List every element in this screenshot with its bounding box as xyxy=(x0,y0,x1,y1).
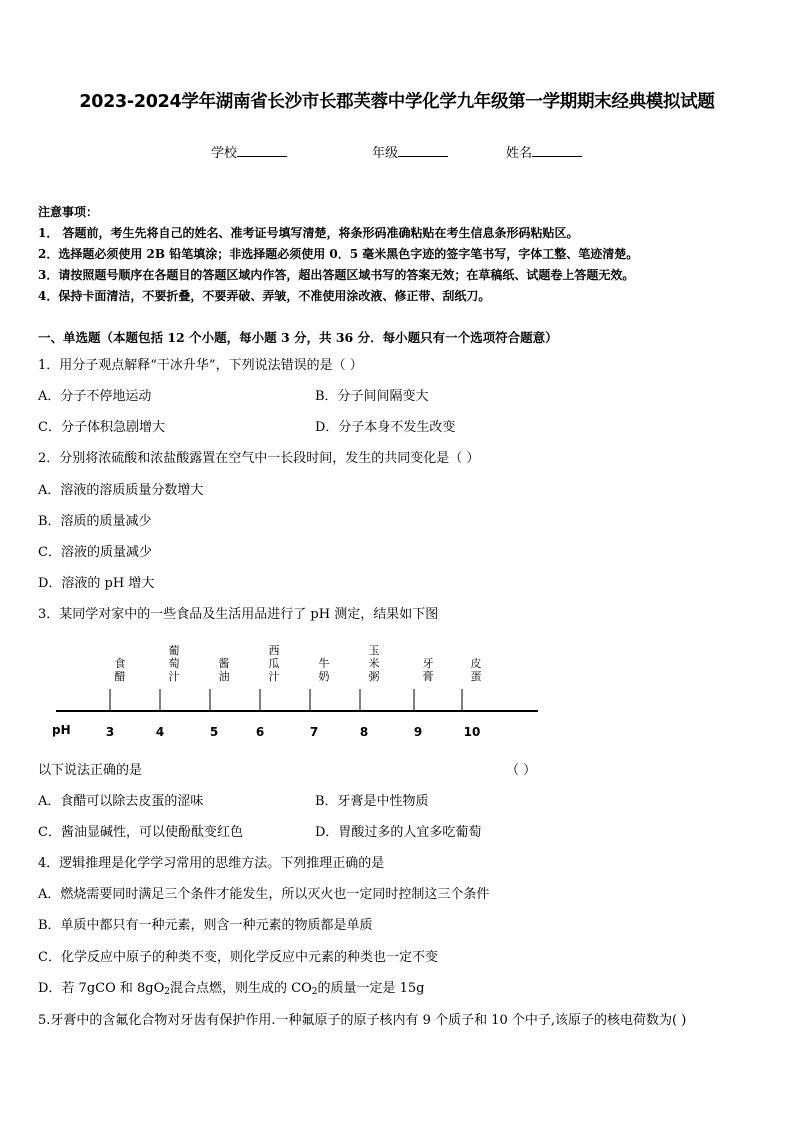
ph-tick-label: 6 xyxy=(255,725,265,739)
school-field xyxy=(211,142,287,161)
name-blank[interactable] xyxy=(532,144,582,157)
ph-item-label: 粥 xyxy=(368,670,380,683)
ph-tick-label: 9 xyxy=(413,725,423,739)
note-item: 2．选择题必须使用 2B 铅笔填涂；非选择题必须使用 0．5 毫米黑色字迹的签字笔书写，字体工整、笔迹清楚。 xyxy=(38,247,639,261)
q4-stem: 4．逻辑推理是化学学习常用的思维方法。下列推理正确的是 xyxy=(38,856,385,871)
q4-d-text: 混合点燃，则生成的 CO xyxy=(170,981,312,996)
q1-option-b: B．分子间间隔变大 xyxy=(315,389,429,404)
name-field xyxy=(506,142,582,161)
ph-item-label: 西 xyxy=(268,644,280,657)
ph-item-label: 蛋 xyxy=(470,670,482,683)
section-heading: 一、单选题（本题包括 12 个小题，每小题 3 分，共 36 分．每小题只有一个选项符合题意） xyxy=(38,330,558,345)
ph-item-label: 玉 xyxy=(368,644,380,657)
ph-tick-labels xyxy=(106,725,481,739)
ph-ticks xyxy=(110,689,462,711)
ph-item-label: 米 xyxy=(368,657,380,670)
q3-option-a: A．食醋可以除去皮蛋的涩味 xyxy=(38,794,204,809)
school-blank[interactable] xyxy=(237,144,287,157)
ph-item-label: 醋 xyxy=(114,670,126,683)
q2-option-d: D．溶液的 pH 增大 xyxy=(38,576,155,591)
q2-option-a: A．溶液的溶质质量分数增大 xyxy=(38,483,204,498)
q2-option-c: C．溶液的质量减少 xyxy=(38,545,152,560)
school-label: 学校 xyxy=(211,146,238,161)
ph-item-labels xyxy=(115,643,482,683)
ph-item-label: 汁 xyxy=(168,670,180,683)
q4-option-a: A．燃烧需要同时满足三个条件才能发生，所以灭火也一定同时控制这三个条件 xyxy=(38,887,490,902)
grade-label: 年级 xyxy=(372,146,399,161)
q2-option-b: B．溶质的质量减少 xyxy=(38,514,152,529)
q4-option-b: B．单质中都只有一种元素，则含一种元素的物质都是单质 xyxy=(38,918,373,933)
q3-stem: 3．某同学对家中的一些食品及生活用品进行了 pH 测定，结果如下图 xyxy=(38,607,439,622)
q4-option-c: C．化学反应中原子的种类不变，则化学反应中元素的种类也一定不变 xyxy=(38,950,438,965)
ph-tick-label: 5 xyxy=(209,725,219,739)
q1-option-a: A．分子不停地运动 xyxy=(38,389,152,404)
exam-title: 2023-2024学年湖南省长沙市长郡芙蓉中学化学九年级第一学期期末经典模拟试题 xyxy=(79,92,715,112)
ph-tick-label: 3 xyxy=(105,725,115,739)
q1-stem: 1．用分子观点解释“干冰升华”，下列说法错误的是（ ） xyxy=(38,358,363,373)
ph-item-label: 膏 xyxy=(422,670,434,683)
grade-field xyxy=(372,142,448,161)
q4-d-subscript: 2 xyxy=(311,987,318,997)
note-item: 1． 答题前，考生先将自己的姓名、准考证号填写清楚，将条形码准确粘贴在考生信息条形码粘贴区。 xyxy=(38,226,579,240)
q2-stem: 2．分别将浓硫酸和浓盐酸露置在空气中一长段时间，发生的共同变化是（ ） xyxy=(38,451,480,466)
q3-answer-paren: （ ） xyxy=(506,763,537,778)
notes-heading: 注意事项： xyxy=(38,205,99,219)
ph-item-label: 牙 xyxy=(422,657,434,670)
q3-option-d: D．胃酸过多的人宜多吃葡萄 xyxy=(315,825,482,840)
q4-d-text: 的质量一定是 15g xyxy=(317,981,425,996)
ph-tick-label: 10 xyxy=(463,725,481,739)
q1-option-c: C．分子体积急剧增大 xyxy=(38,420,165,435)
ph-axis-label: pH xyxy=(52,723,71,737)
ph-item-label: 汁 xyxy=(268,670,280,683)
ph-tick-label: 8 xyxy=(359,725,369,739)
ph-item-label: 萄 xyxy=(168,657,180,670)
ph-scale-figure xyxy=(38,636,558,746)
note-item: 3．请按照题号顺序在各题目的答题区域内作答，超出答题区域书写的答案无效；在草稿纸、试题卷上答题无效。 xyxy=(38,268,635,282)
q4-d-subscript: 2 xyxy=(164,987,171,997)
grade-blank[interactable] xyxy=(398,144,448,157)
ph-item-label: 酱 xyxy=(218,657,230,670)
q1-option-d: D．分子本身不发生改变 xyxy=(315,420,456,435)
q5-stem: 5.牙膏中的含氟化合物对牙齿有保护作用.一种氟原子的原子核内有 9 个质子和 10 个中子,该原子的核电荷数为( ) xyxy=(38,1013,687,1028)
ph-tick-label: 4 xyxy=(155,725,165,739)
name-label: 姓名 xyxy=(506,146,533,161)
q3-question: 以下说法正确的是 xyxy=(38,763,143,778)
ph-item-label: 奶 xyxy=(318,670,330,683)
q4-d-text: D．若 7gCO 和 8gO xyxy=(38,981,165,996)
q3-option-c: C．酱油显碱性，可以使酚酞变红色 xyxy=(38,825,243,840)
ph-item-label: 皮 xyxy=(470,657,482,670)
q4-option-d xyxy=(38,977,425,997)
ph-item-label: 瓜 xyxy=(268,657,280,670)
note-item: 4．保持卡面清洁，不要折叠，不要弄破、弄皱，不准使用涂改液、修正带、刮纸刀。 xyxy=(38,289,491,303)
ph-item-label: 食 xyxy=(114,657,126,670)
ph-item-label: 葡 xyxy=(168,644,180,657)
ph-item-label: 油 xyxy=(218,670,230,683)
q3-option-b: B．牙膏是中性物质 xyxy=(315,794,429,809)
ph-tick-label: 7 xyxy=(309,725,319,739)
ph-item-label: 牛 xyxy=(318,657,330,670)
